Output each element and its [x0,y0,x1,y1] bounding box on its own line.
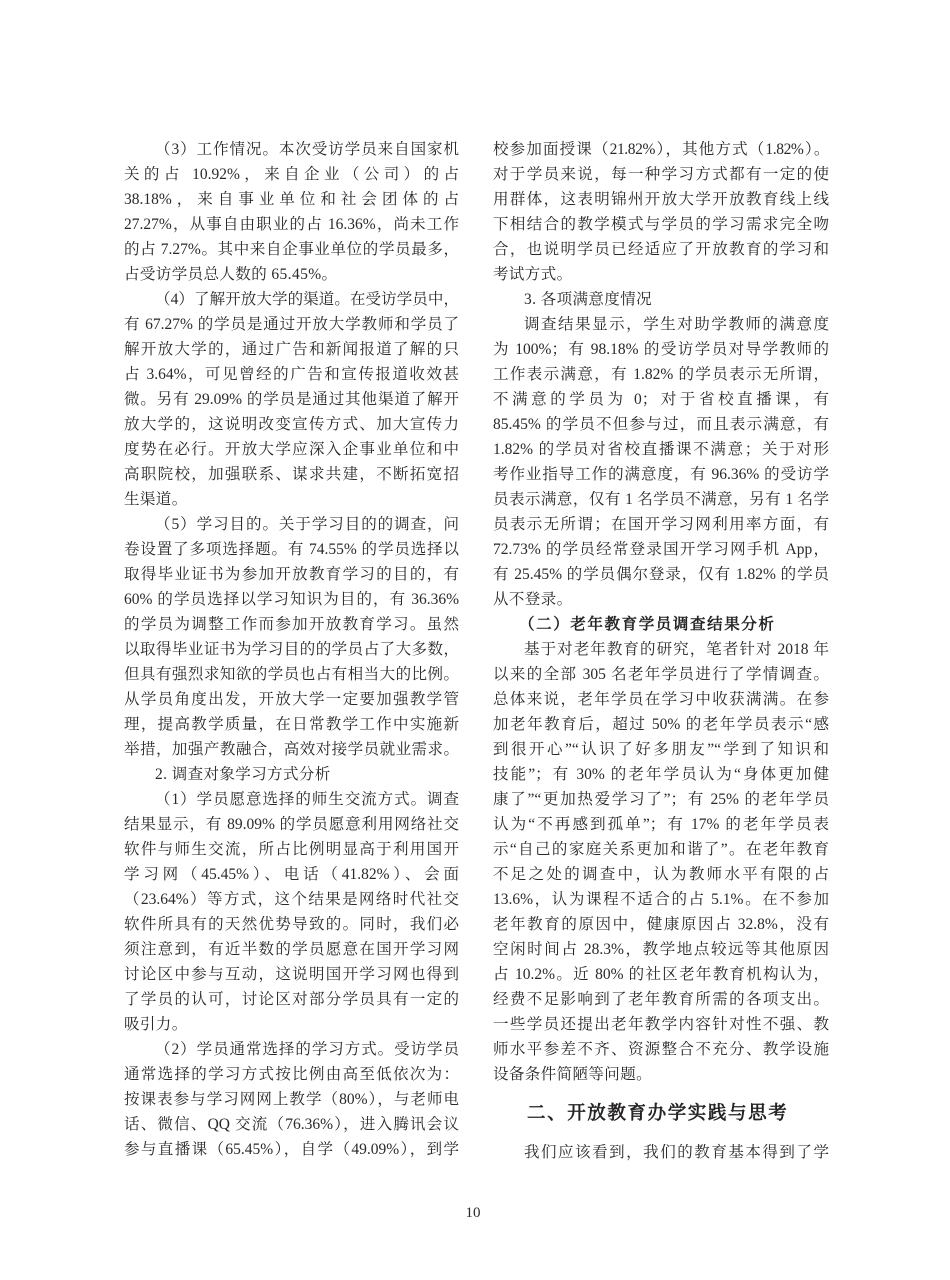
text-line: 加老年教育后，超过 50% 的老年学员表示“感 [493,716,829,733]
text-line: （5）学习目的。关于学习目的的调查，问 [155,516,459,533]
text-line: 我们应该看到，我们的教育基本得到了学 [524,1144,829,1161]
text-line: 结果显示，有 89.09% 的学员愿意利用网络社交 [124,816,459,833]
text-line: 度势在必行。开放大学应深入企事业单位和中 [124,441,459,458]
right-column [493,137,829,1165]
text-line: 须注意到，有近半数的学员愿意在国开学习网 [124,941,459,958]
text-line: 下相结合的教学模式与学员的学习需求完全吻 [493,216,829,233]
text-line: 员表示满意，仅有 1 名学员不满意，另有 1 名学 [493,491,829,508]
text-line: （3）工作情况。本次受访学员来自国家机 [155,141,459,158]
text-line: 参与直播课（65.45%），自学（49.09%），到学 [124,1141,459,1158]
text-line: 合，也说明学员已经适应了开放教育的学习和 [493,241,829,258]
text-line: 技能”；有 30% 的老年学员认为“身体更加健 [493,766,829,783]
text-line: 60% 的学员选择以学习知识为目的，有 36.36% [124,591,459,608]
text-line: 老年教育的原因中，健康原因占 32.8%，没有 [493,916,829,933]
text-line: 不满意的学员为 0；对于省校直播课，有 [493,391,829,408]
text-line: 一些学员还提出老年教学内容针对性不强、教 [493,1016,829,1033]
paragraph-study-methods-continued [493,137,829,287]
text-line: 的占 7.27%。其中来自企事业单位的学员最多， [124,241,459,258]
text-line: 以来的全部 305 名老年学员进行了学情调查。 [493,666,829,683]
text-line: 但具有强烈求知欲的学员也占有相当大的比例。 [124,666,459,683]
text-line: （2）学员通常选择的学习方式。受访学员 [155,1041,459,1058]
paragraph-work-status [124,137,459,287]
text-line: 学习网（45.45%）、电话（41.82%）、会面 [124,866,459,883]
text-line: 放大学的，这说明改变宣传方式、加大宣传力 [124,416,459,433]
text-line: 了学员的认可，讨论区对部分学员具有一定的 [124,991,459,1008]
text-line: 认为“不再感到孤单”；有 17% 的老年学员表 [493,816,829,833]
text-line: 72.73% 的学员经常登录国开学习网手机 App， [493,541,829,558]
text-line: 理，提高教学质量，在日常教学工作中实施新 [124,716,459,733]
text-line: 校参加面授课（21.82%），其他方式（1.82%）。 [493,141,829,158]
text-line: 师水平参差不齐、资源整合不充分、教学设施 [493,1041,829,1058]
text-line: 取得毕业证书为参加开放教育学习的目的，有 [124,566,459,583]
text-line: 通常选择的学习方式按比例由高至低依次为： [124,1066,459,1083]
paragraph-senior-education [493,637,829,1087]
text-line: 关的占 10.92%，来自企业（公司）的占 [124,166,459,183]
text-line: （4）了解开放大学的渠道。在受访学员中， [155,291,459,308]
text-line: 设备条件简陋等问题。 [493,1066,653,1083]
text-line: 考试方式。 [493,266,573,283]
text-line: 38.18%，来自事业单位和社会团体的占 [124,191,459,208]
text-line: 软件与师生交流，所占比例明显高于利用国开 [124,841,459,858]
text-line: 有 67.27% 的学员是通过开放大学教师和学员了 [124,316,459,333]
paragraph-learning-purpose [124,512,459,762]
text-line: 到很开心”“认识了好多朋友”“学到了知识和 [493,741,829,758]
text-line: 示“自己的家庭关系更加和谐了”。在老年教育 [493,841,829,858]
text-line: 占 10.2%。近 80% 的社区老年教育机构认为， [493,966,829,983]
text-line: 康了”“更加热爱学习了”；有 25% 的老年学员 [493,791,829,808]
text-line: 13.6%，认为课程不适合的占 5.1%。在不参加 [493,891,829,908]
text-line: 吸引力。 [124,1016,188,1033]
left-column [124,137,459,1162]
text-line: 空闲时间占 28.3%，教学地点较远等其他原因 [493,941,829,958]
text-line: 生渠道。 [124,491,188,508]
page-number: 10 [465,1205,481,1221]
text-line: 的学员为调整工作而参加开放教育学习。虽然 [124,616,459,633]
subheading-satisfaction: 3. 各项满意度情况 [524,291,653,308]
paragraph-practice-intro [493,1140,829,1165]
text-line: 经费不足影响到了老年教育所需的各项支出。 [493,991,829,1008]
text-line: 高职院校，加强联系、谋求共建，不断拓宽招 [124,466,459,483]
text-line: 员表示无所谓；在国开学习网利用率方面，有 [493,516,829,533]
text-line: 基于对老年教育的研究，笔者针对 2018 年 [524,641,829,658]
text-line: 有 25.45% 的学员偶尔登录，仅有 1.82% 的学员 [493,566,829,583]
text-line: 讨论区中参与互动，这说明国开学习网也得到 [124,966,459,983]
text-line: 考作业指导工作的满意度，有 96.36% 的受访学 [493,466,829,483]
text-line: （1）学员愿意选择的师生交流方式。调查 [155,791,459,808]
text-line: 不足之处的调查中，认为教师水平有限的占 [493,866,829,883]
text-line: 微。另有 29.09% 的学员是通过其他渠道了解开 [124,391,459,408]
text-line: 解开放大学的，通过广告和新闻报道了解的只 [124,341,459,358]
paragraph-communication-methods [124,787,459,1037]
text-line: 用群体，这表明锦州开放大学开放教育线上线 [493,191,829,208]
paragraph-channels [124,287,459,512]
text-line: 话、微信、QQ 交流（76.36%），进入腾讯会议 [124,1116,459,1133]
text-line: 占受访学员总人数的 65.45%。 [124,266,338,283]
text-line: 工作表示满意，有 1.82% 的学员表示无所谓， [493,366,829,383]
text-line: 总体来说，老年学员在学习中收获满满。在参 [493,691,829,708]
text-line: 以取得毕业证书为学习目的的学员占了大多数， [124,641,459,658]
text-line: 举措，加强产教融合，高效对接学员就业需求。 [124,741,459,758]
text-line: 从学员角度出发，开放大学一定要加强教学管 [124,691,459,708]
text-line: 占 3.64%，可见曾经的广告和宣传报道收效甚 [124,366,459,383]
text-line: 对于学员来说，每一种学习方式都有一定的使 [493,166,829,183]
paragraph-study-methods [124,1037,459,1162]
text-line: 按课表参与学习网网上教学（80%），与老师电 [124,1091,459,1108]
text-line: 1.82% 的学员对省校直播课不满意；关于对形 [493,441,829,458]
section-heading-senior-education-survey: （二）老年教育学员调查结果分析 [519,615,776,633]
text-line: 从不登录。 [493,591,573,608]
paragraph-satisfaction [493,312,829,612]
text-line: 卷设置了多项选择题。有 74.55% 的学员选择以 [124,541,459,558]
section-heading-practice-reflection: 二、开放教育办学实践与思考 [527,1103,789,1124]
text-line: 85.45% 的学员不但参与过，而且表示满意，有 [493,416,829,433]
text-line: 27.27%，从事自由职业的占 16.36%，尚未工作 [124,216,459,233]
text-line: 软件所具有的天然优势导致的。同时，我们必 [124,916,459,933]
text-line: 调查结果显示，学生对助学教师的满意度 [524,316,829,333]
text-line: 为 100%；有 98.18% 的受访学员对导学教师的 [493,341,829,358]
subheading-learning-methods: 2. 调查对象学习方式分析 [155,766,331,783]
text-line: （23.64%）等方式，这个结果是网络时代社交 [124,891,459,908]
